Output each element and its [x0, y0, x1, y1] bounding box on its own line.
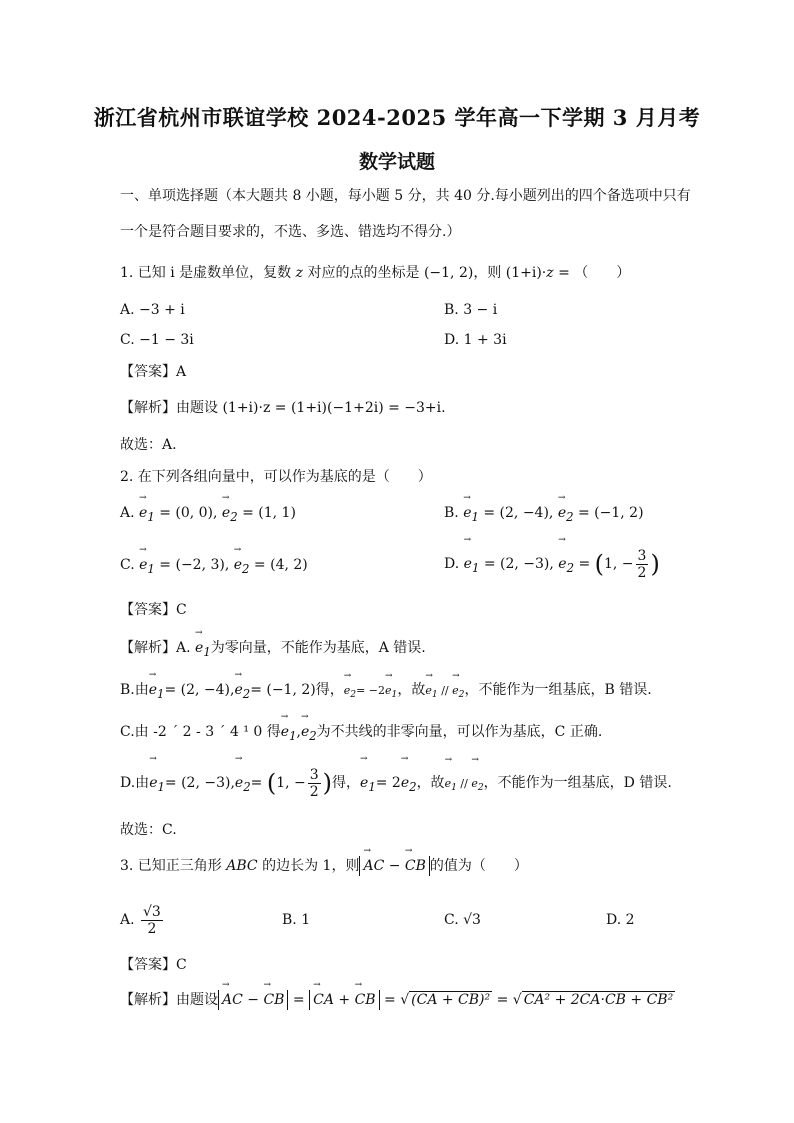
q2-analysis-b-expr2: = (−1, 2): [250, 682, 316, 698]
fraction-sqrt3-over-2: $\frac{√3}{2}$: [143, 903, 161, 937]
q3-stem-text-b: 的边长为 1，则: [257, 858, 360, 874]
q3-option-a: [120, 902, 165, 938]
q2-option-a-expr2: = (1, 1): [242, 505, 296, 521]
q3-stem-text-a: 3. 已知正三角形: [120, 858, 227, 874]
q2-stem: 2. 在下列各组向量中，可以作为基底的是（ ）: [120, 469, 432, 485]
q2-option-b: [444, 503, 644, 527]
q2-analysis-c-text-a: C.由 -2 ´ 2 - 3 ´ 4 ¹ 0 得: [120, 724, 281, 740]
q2-analysis-b-label: B.由: [120, 682, 149, 698]
comma: ,: [296, 724, 301, 740]
q1-analysis-expr: (1+i)·z = (1+i)(−1+2i) = −3+i: [222, 400, 442, 416]
q2-analysis-d: [120, 764, 672, 807]
fraction-three-halves: $\frac{3}{2}$: [637, 547, 647, 581]
q1-var-z2: z: [546, 265, 554, 281]
vector-cb: → CB: [405, 856, 426, 876]
vector-ac: → AC: [363, 856, 384, 876]
q2-analysis-b: [120, 680, 652, 705]
vector-e2: → $e_2$: [558, 503, 574, 527]
q2-analysis-d-label: D.由: [120, 775, 150, 791]
q1-stem-text-d: = （ ）: [553, 265, 631, 281]
vector-e2: → $e_2$: [235, 764, 251, 806]
vector-e1: → $e_1$: [281, 722, 297, 746]
vector-e1: → $e_1$: [463, 503, 479, 527]
vector-e1: → $e_1$: [445, 765, 457, 807]
q1-expr: (1+i)·: [505, 265, 547, 281]
q2-option-d-eq: =: [578, 556, 595, 572]
parallel-symbol: //: [437, 684, 453, 697]
q3-option-c: [444, 910, 481, 930]
document-title: 浙江省杭州市联谊学校 2024-2025 学年高一下学期 3 月月考: [93, 105, 701, 130]
close-paren: ): [322, 769, 333, 797]
q2-analysis-d-de: 得，: [332, 775, 361, 791]
vector-e1: → $e_1$: [385, 681, 397, 705]
q1-var-z: z: [295, 265, 304, 281]
q2-option-a-expr: = (0, 0),: [159, 505, 218, 521]
q2-option-d-label: D.: [444, 556, 460, 572]
q3-answer: 【答案】C: [120, 957, 187, 973]
vector-e1: → $e_1$: [360, 764, 376, 806]
q1-option-c: C. −1 − 3i: [120, 332, 194, 348]
q2-analysis-b-de: 得，: [315, 682, 344, 698]
q2-analysis-d-text: ，不能作为一组基底，D 错误.: [483, 775, 672, 791]
q3-option-d: D. 2: [606, 912, 635, 928]
q2-analysis-a-text: 为零向量，不能作为基底，A 错误.: [210, 640, 426, 656]
equals: =: [492, 992, 513, 1008]
vector-e1: → $e_1$: [139, 555, 155, 579]
vector-e1: → $e_1$: [425, 681, 437, 705]
q3-analysis: [120, 990, 675, 1010]
equals: =: [288, 992, 310, 1008]
q3-stem: [120, 856, 528, 876]
q1-analysis-label: 【解析】由题设: [120, 400, 223, 416]
q2-option-a-label: A.: [120, 505, 135, 521]
q2-analysis-b-text: ，不能作为一组基底，B 错误.: [464, 682, 652, 698]
equals: =: [379, 992, 401, 1008]
q1-conclusion: 故选：A.: [120, 437, 177, 453]
section-heading: 一、单项选择题（本大题共 8 小题，每小题 5 分，共 40 分.每小题列出的四个备选项中只有: [120, 188, 691, 204]
section-heading-cont: 一个是符合题目要求的，不选、多选、错选均不得分.）: [120, 224, 461, 240]
q3-option-b: B. 1: [282, 912, 311, 928]
q1-analysis: [120, 398, 446, 418]
vector-e1: → $e_1$: [149, 764, 165, 806]
q2-analysis-b-gu: ，故: [397, 682, 426, 698]
q2-analysis-d-eq: =: [250, 775, 267, 791]
q2-analysis-d-gu: ，故: [416, 775, 445, 791]
q1-option-d: D. 1 + 3i: [444, 332, 507, 348]
q2-analysis-c-text-b: 为不共线的非零向量，可以作为基底，C 正确.: [316, 724, 603, 740]
vector-e1: → $e_1$: [464, 545, 480, 587]
vector-e2: → $e_2$: [344, 681, 356, 705]
open-paren: (: [266, 769, 277, 797]
q2-analysis-a: [120, 638, 426, 662]
q2-option-c-expr: = (−2, 3),: [159, 557, 230, 573]
q2-option-c-expr2: = (4, 2): [253, 557, 308, 573]
sqrt-expr-2: √ CA² + 2CA·CB + CB²: [512, 992, 674, 1008]
q2-answer: 【答案】C: [120, 602, 187, 618]
q3-stem-text-c: 的值为（ ）: [429, 858, 528, 874]
vector-e1: → $e_1$: [139, 503, 155, 527]
q2-conclusion: 故选：C.: [120, 822, 177, 838]
q3-analysis-label: 【解析】由题设: [120, 992, 218, 1008]
parallel-symbol: //: [456, 777, 472, 790]
vector-e1: → $e_1$: [195, 638, 211, 662]
q2-analysis-c: [120, 722, 602, 746]
abs-ca-plus-cb: → CA + → CB: [309, 990, 379, 1010]
q2-analysis-d-paren: 1, −: [276, 775, 306, 791]
sqrt-expr-1: √ (CA + CB)²: [400, 992, 491, 1008]
q2-analysis-d-expr1: = (2, −3),: [164, 775, 235, 791]
triangle-abc: ABC: [226, 858, 258, 874]
q1-stem-text-a: 1. 已知 i 是虚数单位，复数: [120, 265, 296, 281]
vector-e1: → $e_1$: [149, 680, 165, 704]
q2-option-b-expr2: = (−1, 2): [578, 505, 644, 521]
q2-option-c: [120, 555, 308, 579]
q2-option-b-label: B.: [444, 505, 459, 521]
q2-analysis-label: 【解析】A.: [120, 640, 191, 656]
vector-e2: → $e_2$: [471, 765, 483, 807]
q2-analysis-b-expr1: = (2, −4),: [164, 682, 235, 698]
vector-e2: → $e_2$: [301, 722, 317, 746]
q1-option-a: A. −3 + i: [120, 302, 185, 318]
q2-option-c-label: C.: [120, 557, 135, 573]
q2-option-d-paren: 1, −: [604, 556, 634, 572]
q2-option-d: [444, 545, 660, 587]
q1-answer: 【答案】A: [120, 364, 187, 380]
q2-analysis-d-eq2: = 2: [375, 775, 401, 791]
q2-option-b-expr: = (2, −4),: [483, 505, 554, 521]
vector-e2: → $e_2$: [452, 681, 464, 705]
vector-e2: → $e_2$: [222, 503, 238, 527]
abs-ac-minus-cb: → AC − → CB: [359, 856, 429, 876]
q3-option-a-label: A.: [120, 912, 135, 928]
q3-option-c-label: C.: [444, 912, 459, 928]
q1-stem: [120, 263, 630, 283]
vector-e2: → $e_2$: [234, 680, 250, 704]
q1-stem-text-c: ，则: [473, 265, 506, 281]
document-subtitle: 数学试题: [358, 151, 435, 173]
q1-stem-text-b: 对应的点的坐标是: [303, 265, 424, 281]
q2-option-a: [120, 503, 296, 527]
q1-point: (−1, 2): [423, 265, 474, 281]
q1-option-b: B. 3 − i: [444, 302, 498, 318]
q1-analysis-end: .: [441, 400, 446, 416]
abs-ac-minus-cb: → AC − → CB: [218, 990, 288, 1010]
vector-e2: → $e_2$: [401, 764, 417, 806]
vector-e2: → $e_2$: [234, 555, 250, 579]
q2-option-d-expr: = (2, −3),: [483, 556, 554, 572]
open-paren: (: [594, 550, 604, 578]
close-paren: ): [650, 550, 660, 578]
q2-analysis-b-eq: = −2: [356, 684, 386, 697]
q3-option-c-value: √3: [463, 912, 481, 928]
fraction-three-halves: $\frac{3}{2}$: [309, 766, 319, 800]
vector-e2: → $e_2$: [558, 545, 574, 587]
